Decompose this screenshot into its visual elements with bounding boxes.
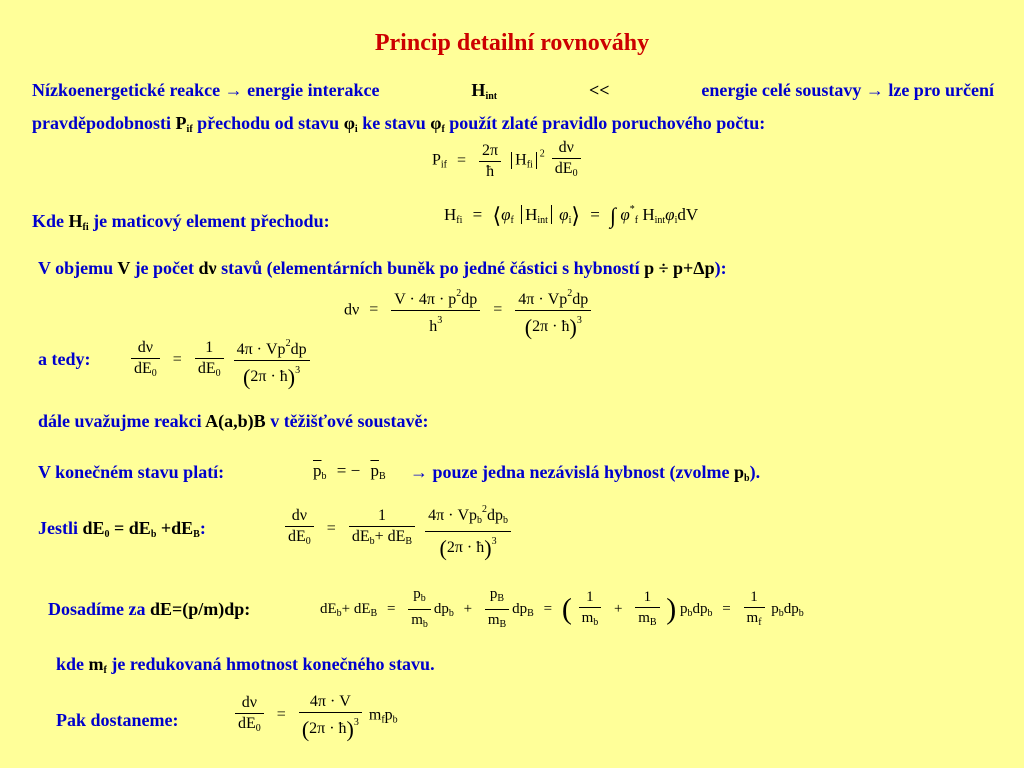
density-formula: $\frac{d\nu}{dE_0}$ = $\frac{1}{dE_0}$ $\frac{4\pi \cdot Vp^2dp}{(2\pi \cdot ħ)^3}$ — [128, 334, 313, 387]
golden-rule-formula: $P_{if}$ = $\frac{2\pi}{ħ}$ $H_{fi}^2$ $\frac{d\nu}{dE_0}$ — [432, 138, 584, 184]
result-label: Pak dostaneme: — [56, 710, 179, 730]
phi-f: $\varphi_f$ — [430, 113, 445, 135]
p-if: $P_{if}$ — [175, 113, 193, 135]
intro-line2-a: pravděpodobnosti — [32, 113, 172, 133]
substitution-label: Dosadíme za dE=(p/m)dp: — [48, 599, 251, 619]
a-tedy-label: a tedy: — [38, 349, 91, 369]
matrix-element-formula: $H_{fi}$ = $⟨\varphi_f$ $H_{int}$ $\varphi_i⟩$ = ∫ $\varphi^*_f$ $H_{int}\varphi_idV$ — [444, 203, 699, 228]
slide-title: Princip detailní rovnováhy — [374, 30, 650, 56]
much-less: << — [588, 80, 610, 100]
reduced-mass-note: kde $m_f$ je redukovaná hmotnost konečného stavu. — [56, 654, 435, 676]
intro-line2-d: použít zlaté pravidlo poruchového počtu: — [449, 113, 766, 133]
reaction-sentence: dále uvažujme reakci A(a,b)B v těžišťové soustavě: — [38, 411, 429, 431]
phi-i: $\varphi_i$ — [343, 113, 358, 135]
intro-paragraph — [32, 77, 994, 143]
final-state-label: V konečném stavu platí: — [38, 462, 225, 482]
intro-line2-c: ke stavu — [362, 113, 426, 133]
reduced-mass-formula: $dE_b+ dE_B$ = $\frac{p_b}{m_b}$ $dp_b$ + $\frac{p_B}{m_B}$ $dp_B$ = ( $\frac{1}{m_b}$ + $\frac{1}{m_B}$ ) $p_bdp_b$ = $\frac{1}{m_f}$ $p_bdp_b$ — [320, 586, 804, 630]
h-int: $H_{int}$ — [471, 80, 498, 102]
intro-line2-b: přechodu od stavu — [197, 113, 340, 133]
momentum-formula: $\overline{p}_b$ = − $\overline{p}_B$ — [313, 461, 386, 482]
intro-line1-end: energie celé soustavy → lze pro určení — [701, 80, 994, 100]
volume-sentence: V objemu V je počet dν stavů (elementárních buněk po jedné částici s hybností p ÷ p+Δp): — [38, 258, 727, 278]
state-count-formula: dν = $\frac{V \cdot 4\pi \cdot p^2dp}{h^3}$ = $\frac{4\pi \cdot Vp^2dp}{(2\pi \cdot ħ)^3}$ — [344, 284, 594, 337]
independent-momentum-note: → pouze jedna nezávislá hybnost (zvolme $p_b$). — [410, 462, 761, 484]
matrix-element-label: Kde $H_{fi}$ je maticový element přechodu: — [32, 211, 330, 233]
density-two-body-formula: $\frac{d\nu}{dE_0}$ = $\frac{1}{dE_b+ dE_B}$ $\frac{4\pi \cdot Vp_b^2dp_b}{(2\pi \cdot ħ)^3}$ — [282, 500, 514, 558]
energy-sum-label: Jestli $dE_0 = dE_b +dE_B$: — [38, 518, 206, 540]
final-density-formula: $\frac{d\nu}{dE_0}$ = $\frac{4\pi \cdot V}{(2\pi \cdot ħ)^3}$ $m_fp_b$ — [232, 692, 398, 739]
intro-line1: Nízkoenergetické reakce → energie interakce — [32, 80, 380, 100]
